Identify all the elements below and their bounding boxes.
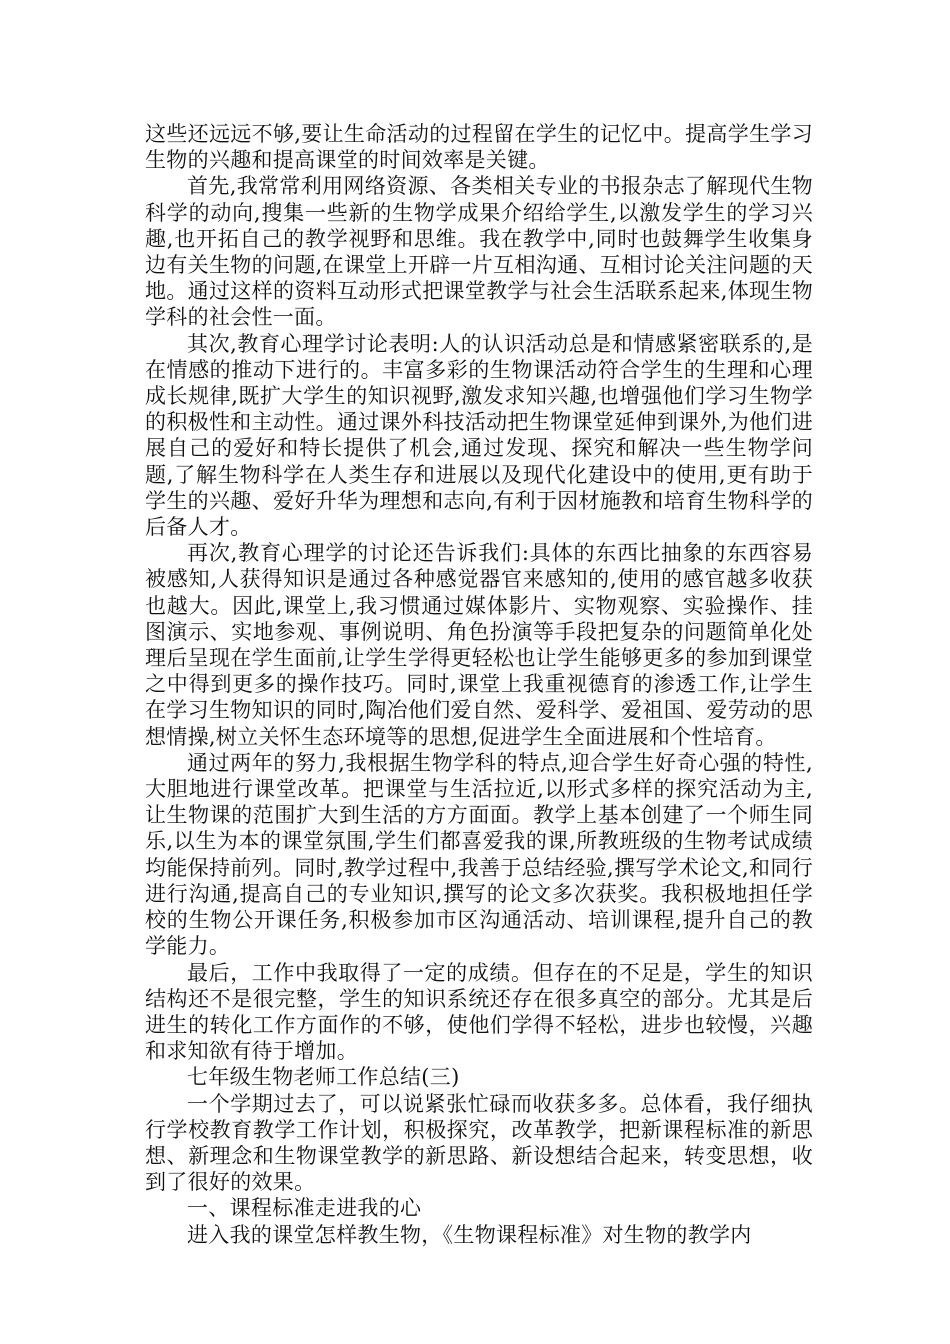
paragraph-third: 再次,教育心理学的讨论还告诉我们:具体的东西比抽象的东西容易被感知,人获得知识是通过各种感觉器官来感知的,使用的感官越多收获也越大。因此,课堂上,我习惯通过媒体影片、实物观察、实验操作、挂图演示、实地参观、事例说明、角色扮演等手段把复杂的问题简单化处理后呈现在学生面前,让学生学得更轻松也让学生能够更多的参加到课堂之中得到更多的操作技巧。同时,课堂上我重视德育的渗透工作,让学生在学习生物知识的同时,陶冶他们爱自然、爱科学、爱祖国、爱劳动的思想情操,树立关怀生态环境等的思想,促进学生全面进展和个性培育。 xyxy=(145,541,813,749)
paragraph-second: 其次,教育心理学讨论表明:人的认识活动总是和情感紧密联系的,是在情感的推动下进行的。丰富多彩的生物课活动符合学生的生理和心理成长规律,既扩大学生的知识视野,激发求知兴趣,也增强他们学习生物学的积极性和主动性。通过课外科技活动把生物课堂延伸到课外,为他们进展自己的爱好和特长提供了机会,通过发现、探究和解决一些生物学问题,了解生物科学在人类生存和进展以及现代化建设中的使用,更有助于学生的兴趣、爱好升华为理想和志向,有利于因材施教和培育生物科学的后备人才。 xyxy=(145,331,813,540)
section-title: 七年级生物老师工作总结(三) xyxy=(187,1065,460,1090)
paragraph-finally: 最后，工作中我取得了一定的成绩。但存在的不足是，学生的知识结构还不是很完整，学生的知识系统还存在很多真空的部分。尤其是后进生的转化工作方面作的不够，使他们学得不轻松，进步也较慢，兴趣和求知欲有待于增加。 xyxy=(145,960,813,1064)
paragraph-continuation: 这些还远远不够,要让生命活动的过程留在学生的记忆中。提高学生学习生物的兴趣和提高课堂的时间效率是关键。 xyxy=(145,122,813,173)
subsection-heading: 一、课程标准走进我的心 xyxy=(187,1196,422,1221)
paragraph-semester: 一个学期过去了，可以说紧张忙碌而收获多多。总体看，我仔细执行学校教育教学工作计划，积极探究，改革教学，把新课程标准的新思想、新理念和生物课堂教学的新思路、新设想结合起来，转变思想，收到了很好的效果。 xyxy=(145,1091,813,1195)
paragraph-first: 首先,我常常利用网络资源、各类相关专业的书报杂志了解现代生物科学的动向,搜集一些新的生物学成果介绍给学生,以激发学生的学习兴趣,也开拓自己的教学视野和思维。我在教学中,同时也鼓舞学生收集身边有关生物的问题,在课堂上开辟一片互相沟通、互相讨论关注问题的天地。通过这样的资料互动形式把课堂教学与社会生活联系起来,体现生物学科的社会性一面。 xyxy=(145,174,813,330)
document-body xyxy=(145,121,813,1248)
paragraph-two-years: 通过两年的努力,我根据生物学科的特点,迎合学生好奇心强的特性,大胆地进行课堂改革。把课堂与生活拉近,以形式多样的探究活动为主,让生物课的范围扩大到生活的方方面面。教学上基本创建了一个师生同乐,以生为本的课堂氛围,学生们都喜爱我的课,所教班级的生物考试成绩均能保持前列。同时,教学过程中,我善于总结经验,撰写学术论文,和同行进行沟通,提高自己的专业知识,撰写的论文多次获奖。我积极地担任学校的生物公开课任务,积极参加市区沟通活动、培训课程,提升自己的教学能力。 xyxy=(145,750,813,959)
paragraph-last: 进入我的课堂怎样教生物，《生物课程标准》对生物的教学内 xyxy=(187,1222,752,1247)
